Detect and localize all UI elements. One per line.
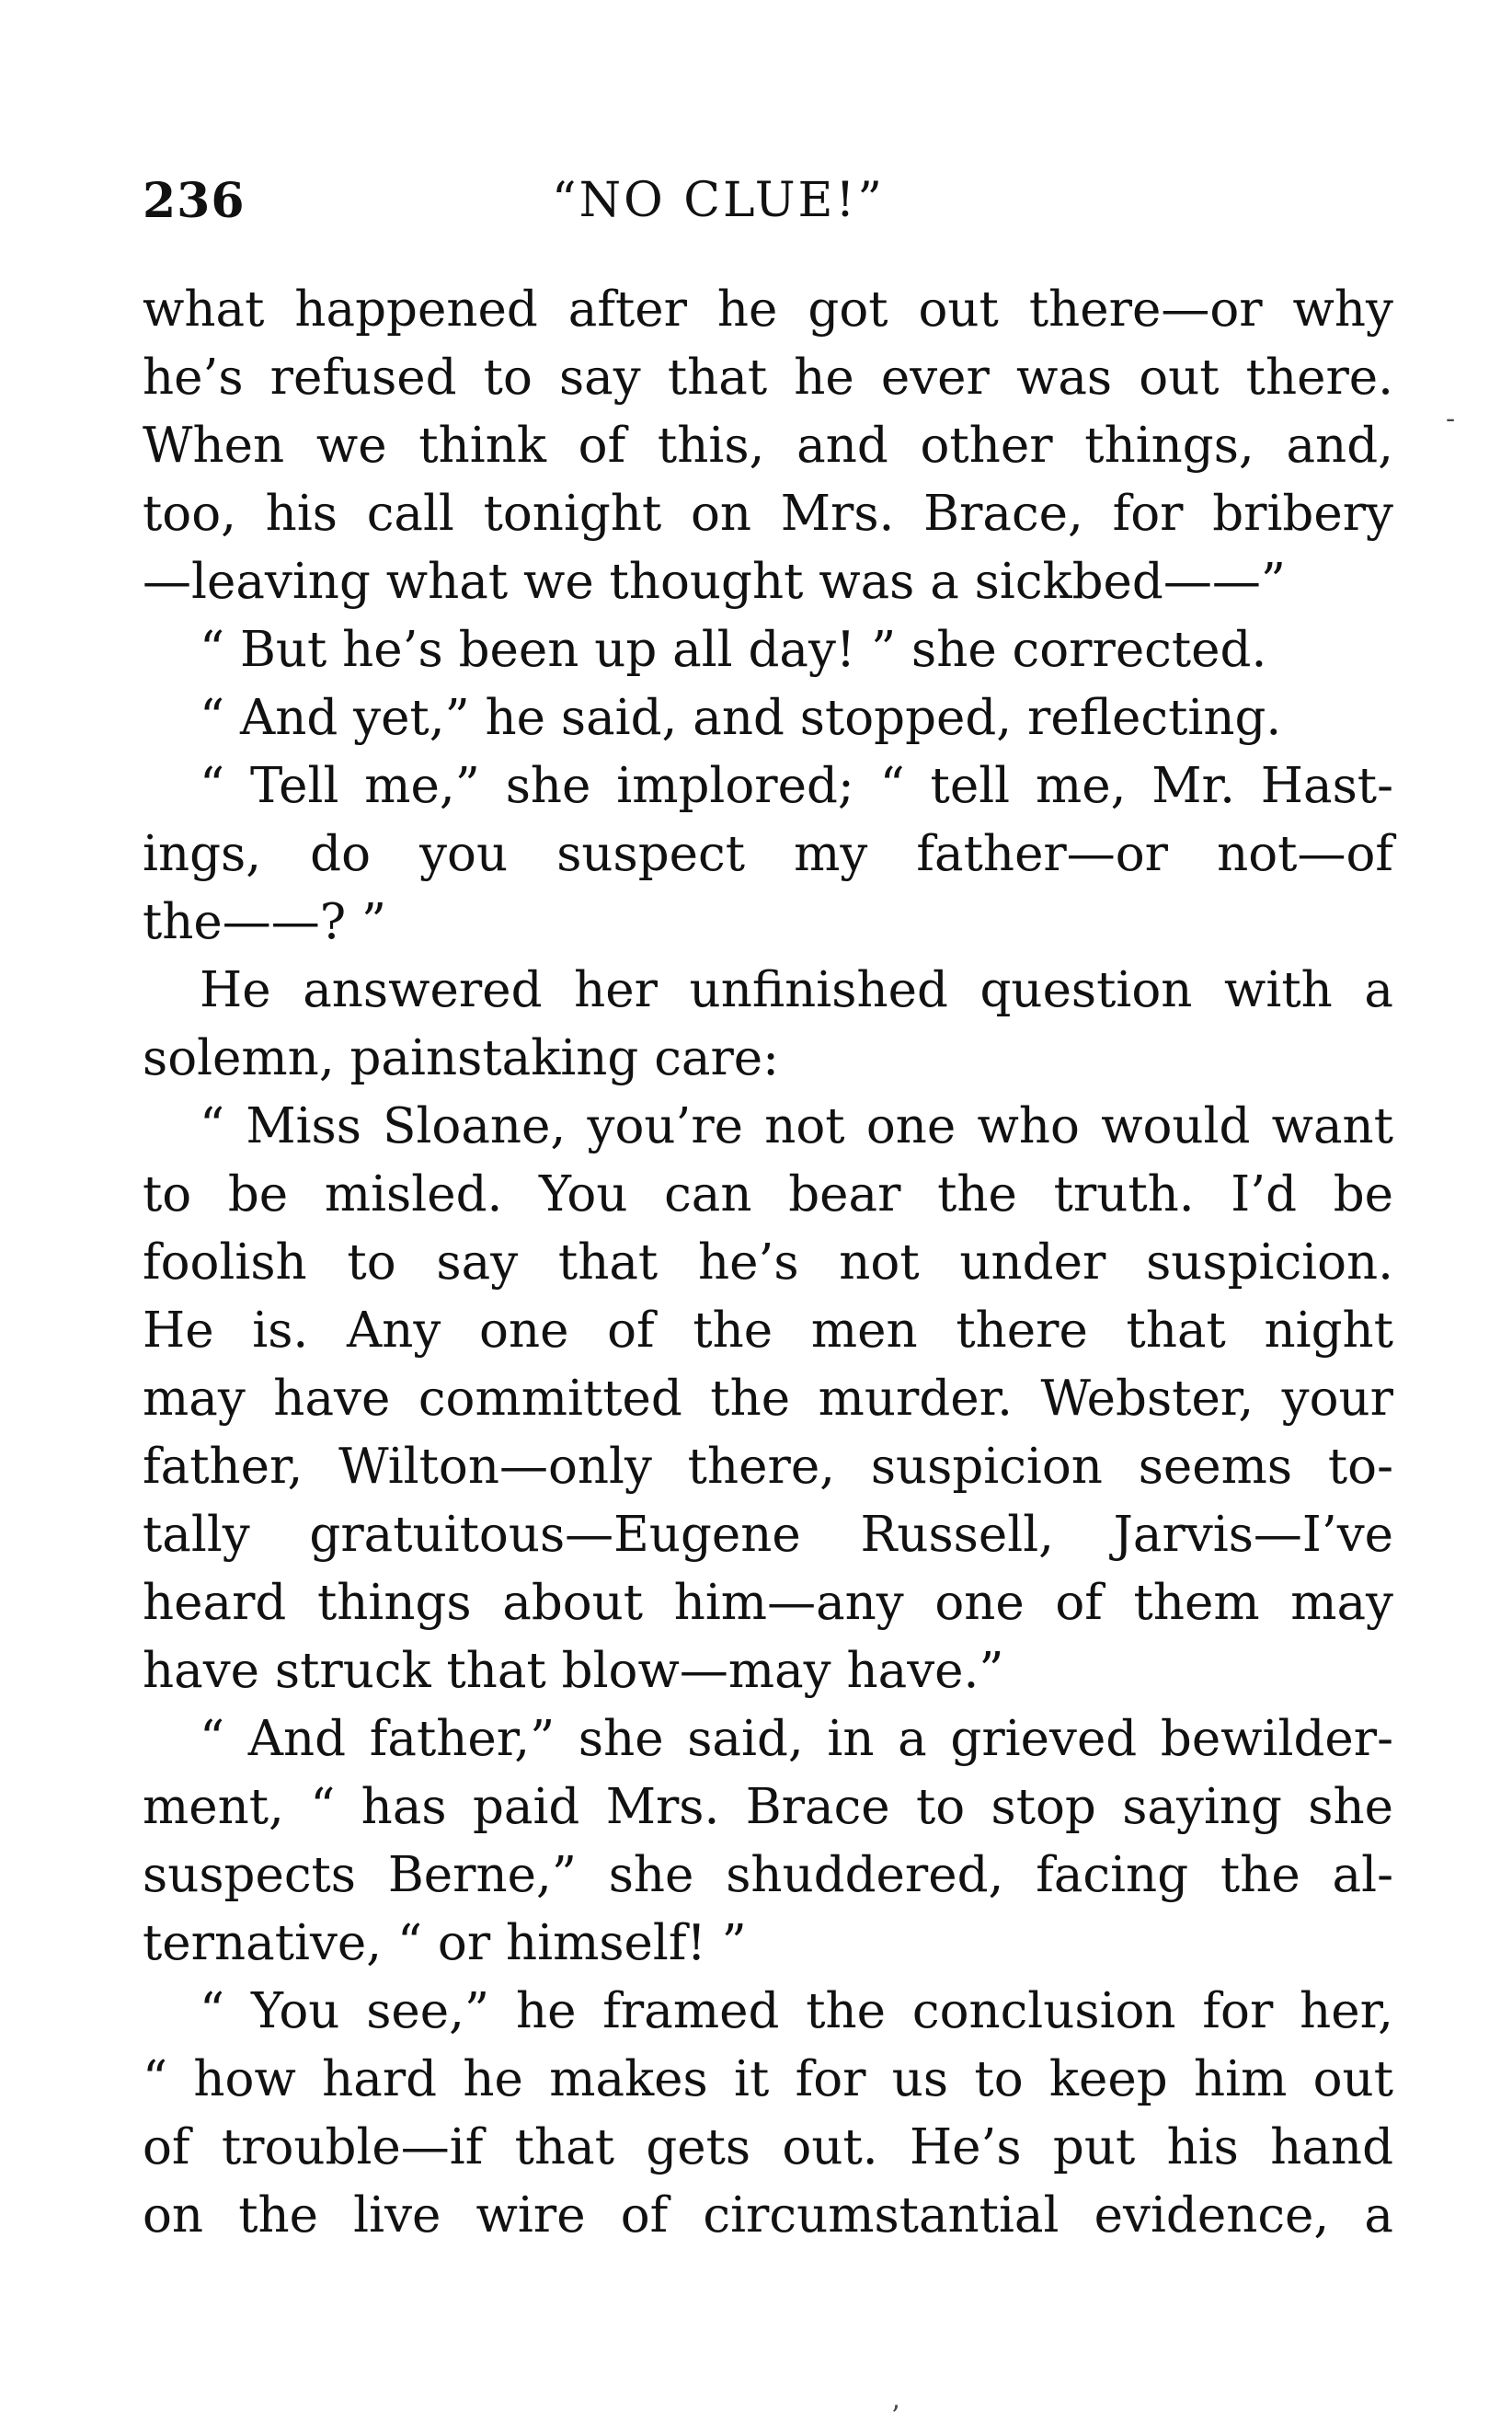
text-line: tally gratuitous—Eugene Russell, Jarvis—I’ve [143, 1507, 1393, 1563]
text-line: to be misled. You can bear the truth. I’d be [143, 1166, 1393, 1222]
text-line: ternative, “ or himself! ” [143, 1915, 747, 1971]
running-title: “NO CLUE!” [552, 173, 885, 228]
text-line: “ And yet,” he said, and stopped, reflecting. [200, 690, 1282, 746]
text-line: He is. Any one of the men there that night [143, 1303, 1393, 1359]
text-line: —leaving what we thought was a sickbed——” [143, 554, 1286, 610]
text-line: on the live wire of circumstantial evidence, a [143, 2187, 1393, 2244]
text-line: suspects Berne,” she shuddered, facing the al- [143, 1847, 1393, 1903]
text-line: may have committed the murder. Webster, your [143, 1371, 1393, 1427]
text-line: father, Wilton—only there, suspicion seems to- [143, 1439, 1393, 1495]
text-line: foolish to say that he’s not under suspicion. [143, 1234, 1393, 1291]
text-line: the——? ” [143, 894, 387, 950]
page-header [143, 173, 1393, 247]
text-line: When we think of this, and other things, and, [143, 418, 1393, 474]
body-text [143, 276, 1393, 2250]
text-line: heard things about him—any one of them may [143, 1575, 1393, 1631]
text-line: “ But he’s been up all day! ” she corrected. [200, 622, 1267, 678]
text-line: solemn, painstaking care: [143, 1030, 780, 1086]
text-line: of trouble—if that gets out. He’s put his hand [143, 2119, 1393, 2175]
text-line: too, his call tonight on Mrs. Brace, for bribery [143, 486, 1393, 542]
text-line: what happened after he got out there—or why [143, 281, 1393, 338]
text-line: ment, “ has paid Mrs. Brace to stop saying she [143, 1779, 1393, 1835]
page-number: 236 [143, 173, 246, 229]
text-line: “ Miss Sloane, you’re not one who would want [200, 1098, 1393, 1154]
bottom-tick-mark: ʼ [890, 2401, 899, 2433]
margin-dash-mark: - [1446, 403, 1456, 435]
text-line: have struck that blow—may have.” [143, 1643, 1004, 1699]
text-line: He answered her unfinished question with a [200, 962, 1393, 1018]
text-line: “ And father,” she said, in a grieved bewilder- [200, 1711, 1393, 1767]
text-line: he’s refused to say that he ever was out there. [143, 350, 1393, 406]
text-line: “ Tell me,” she implored; “ tell me, Mr. Hast- [200, 758, 1393, 814]
text-line: ings, do you suspect my father—or not—of [143, 826, 1393, 882]
text-line: “ You see,” he framed the conclusion for her, [200, 1983, 1393, 2039]
text-line: “ how hard he makes it for us to keep him out [143, 2051, 1393, 2107]
